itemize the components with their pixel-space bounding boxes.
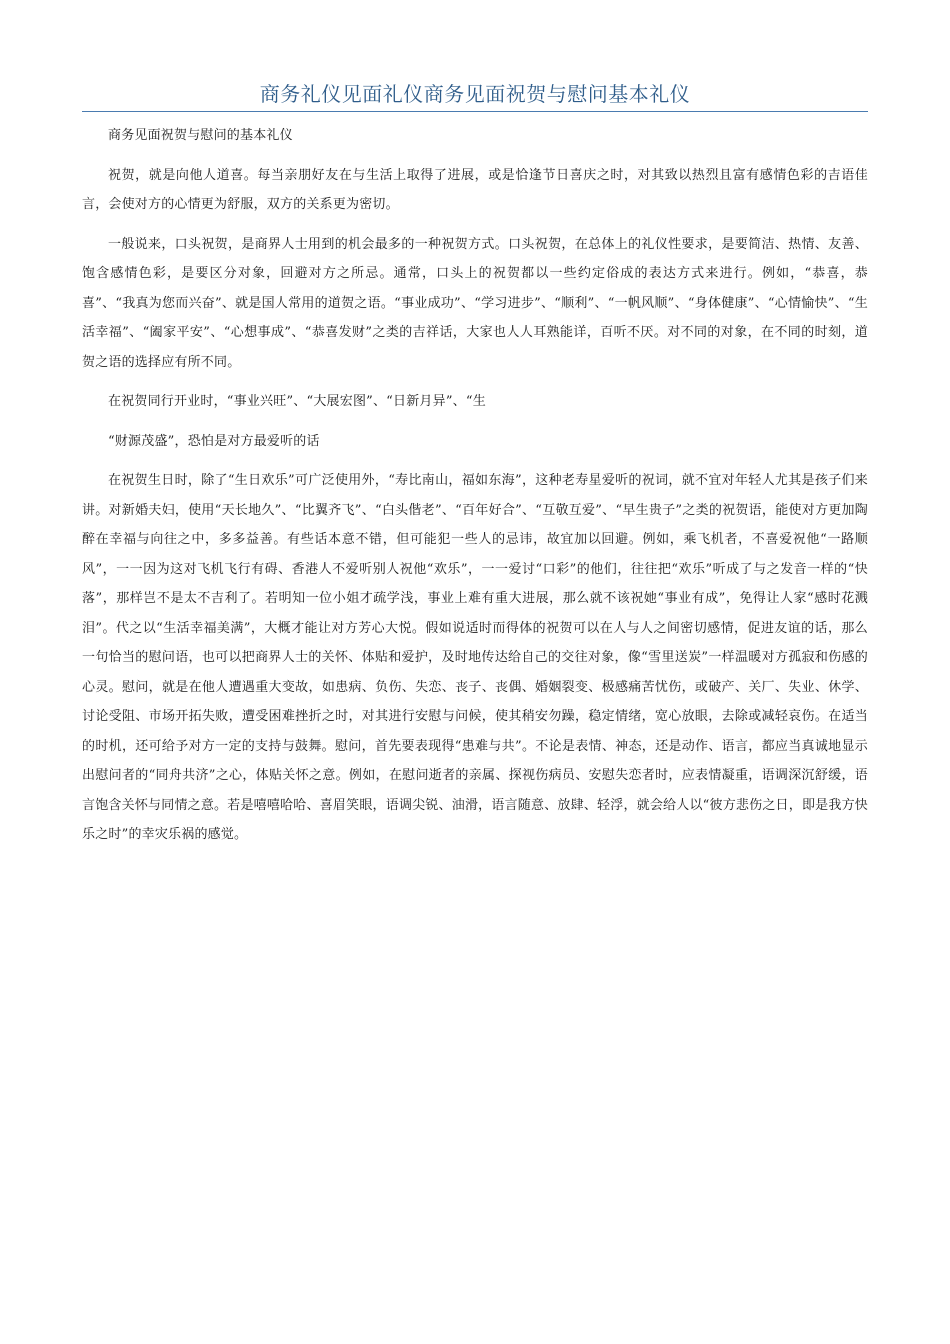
paragraph-business-opening: 在祝贺同行开业时，“事业兴旺”、“大展宏图”、“日新月异”、“生 <box>108 394 486 409</box>
paragraph-congratulation-definition: 祝贺，就是向他人道喜。每当亲朋好友在与生活上取得了进展，或是恰逢节日喜庆之时，对其致以热烈且富有感情色彩的吉语佳言，会使对方的心情更为舒服，双方的关系更为密切。 <box>82 167 868 212</box>
paragraph-oral-congratulation: 一般说来，口头祝贺，是商界人士用到的机会最多的一种祝贺方式。口头祝贺，在总体上的礼仪性要求，是要简洁、热情、友善、饱含感情色彩，是要区分对象，回避对方之所忌。通常，口头上的祝贺都以一些约定俗成的表达方式来进行。例如，“恭喜，恭喜”、“我真为您而兴奋”、就是国人常用的道贺之语。“事业成功”、“学习进步”、“顺利”、“一帆风顺”、“身体健康”、“心情愉快”、“生活幸福”、“阖家平安”、“心想事成”、“恭喜发财”之类的吉祥话，大家也人人耳熟能详，百听不厌。对不同的对象，在不同的时刻，道贺之语的选择应有所不同。 <box>82 236 868 370</box>
paragraph-prosperity-phrase: “财源茂盛”，恐怕是对方最爱听的话 <box>108 433 320 449</box>
document-body <box>82 121 868 850</box>
title-divider <box>82 111 868 112</box>
paragraph-birthday-and-condolence: 在祝贺生日时，除了“生日欢乐”可广泛使用外，“寿比南山，福如东海”，这种老寿星爱听的祝词，就不宜对年轻人尤其是孩子们来讲。对新婚夫妇，使用“天长地久”、“比翼齐飞”、“白头偕老”、“百年好合”、“互敬互爱”、“早生贵子”之类的祝贺语，能使对方更加陶醉在幸福与向往之中，多多益善。有些话本意不错，但可能犯一些人的忌讳，故宜加以回避。例如，乘飞机者，不喜爱祝他“一路顺风”，一一因为这对飞机飞行有碍、香港人不爱听别人祝他“欢乐”，一一爱讨“口彩”的他们，往往把“欢乐”听成了与之发音一样的“快落”，那样岂不是太不吉利了。若明知一位小姐才疏学浅，事业上难有重大进展，那么就不该祝她“事业有成”，免得让人家“感时花溅泪”。代之以“生活幸福美满”，大概才能让对方芳心大悦。假如说适时而得体的祝贺可以在人与人之间密切感情，促进友谊的话，那么一句恰当的慰问语，也可以把商界人士的关怀、体贴和爱护，及时地传达给自己的交往对象，像“雪里送炭”一样温暖对方孤寂和伤感的心灵。慰问，就是在他人遭遇重大变故，如患病、负伤、失恋、丧子、丧偶、婚姻裂变、极感痛苦忧伤，或破产、关厂、失业、休学、讨论受阻、市场开拓失败，遭受困难挫折之时，对其进行安慰与问候，使其稍安勿躁，稳定情绪，宽心放眼，去除或减轻哀伤。在适当的时机，还可给予对方一定的支持与鼓舞。慰问，首先要表现得“患难与共”。不论是表情、神态，还是动作、语言，都应当真诚地显示出慰问者的“同舟共济”之心，体贴关怀之意。例如，在慰问逝者的亲属、探视伤病员、安慰失恋者时，应表情凝重，语调深沉舒缓，语言饱含关怀与同情之意。若是嘻嘻哈哈、喜眉笑眼，语调尖锐、油滑，语言随意、放肆、轻浮，就会给人以“彼方悲伤之日，即是我方快乐之时”的幸灾乐祸的感觉。 <box>82 473 868 842</box>
document-title: 商务礼仪见面礼仪商务见面祝贺与慰问基本礼仪 <box>259 82 691 106</box>
section-heading: 商务见面祝贺与慰问的基本礼仪 <box>108 128 293 143</box>
